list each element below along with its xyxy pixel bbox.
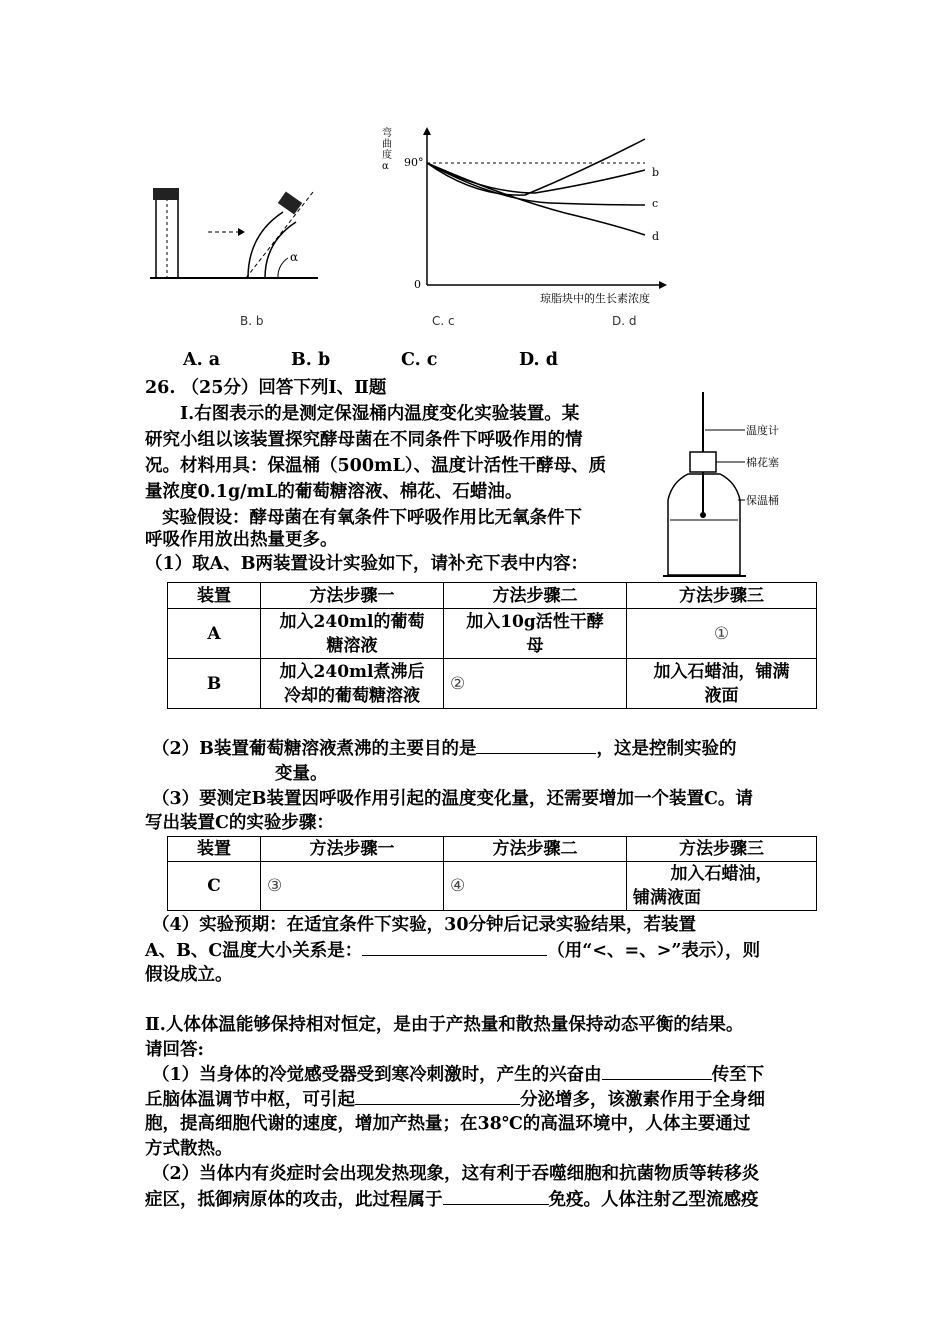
answer-blank-3[interactable]: ③ bbox=[261, 862, 444, 911]
device-cell: C bbox=[168, 862, 261, 911]
graph-xlabel: 琼脂块中的生长素浓度 bbox=[540, 292, 650, 305]
part1-line-1: Ⅰ.右图表示的是测定保湿桶内温度变化实验装置。某 bbox=[180, 404, 580, 424]
graph-caption-d: D. d bbox=[612, 314, 637, 328]
hypothesis-line-2: 呼吸作用放出热量更多。 bbox=[145, 530, 338, 550]
table2-header: 方法步骤一 bbox=[261, 837, 444, 862]
label-thermometer: 温度计 bbox=[746, 424, 779, 437]
q3-line-2: 写出装置C的实验步骤： bbox=[145, 813, 334, 833]
table1-header: 方法步骤一 bbox=[261, 583, 444, 609]
p2q1-line-2: 丘脑体温调节中枢，可引起 分泌增多，该激素作用于全身细 bbox=[145, 1086, 765, 1113]
curve-a bbox=[427, 139, 645, 195]
part1-line-4: 量浓度0.1g/mL的葡萄糖溶液、棉花、石蜡油。 bbox=[145, 482, 523, 502]
curve-c bbox=[427, 163, 645, 205]
graph-ylabel: 弯曲度α bbox=[382, 128, 392, 172]
table1-header: 方法步骤二 bbox=[444, 583, 627, 609]
step-cell: 加入石蜡油，铺满 液面 bbox=[627, 659, 817, 709]
q26-title: 26. （25分）回答下列Ⅰ、Ⅱ题 bbox=[145, 378, 387, 398]
table-row bbox=[168, 609, 817, 659]
step-cell: 加入石蜡油， 铺满液面 bbox=[627, 862, 817, 911]
q3-line-1: （3）要测定B装置因呼吸作用引起的温度变化量，还需要增加一个装置C。请 bbox=[152, 789, 753, 809]
answer-blank-4[interactable]: ④ bbox=[444, 862, 627, 911]
thermos-apparatus-figure bbox=[660, 390, 825, 585]
curve-label-b: b bbox=[652, 166, 660, 179]
answer-blank-2[interactable]: ② bbox=[444, 659, 627, 709]
p2q2-line-2: 症区，抵御病原体的攻击，此过程属于 免疫。人体注射乙型流感疫 bbox=[145, 1186, 759, 1213]
curve-label-d: d bbox=[652, 230, 660, 243]
part1-line-2: 研究小组以该装置探究酵母菌在不同条件下呼吸作用的情 bbox=[145, 430, 583, 450]
p2q1-line-3: 胞，提高细胞代谢的速度，增加产热量；在38℃的高温环境中，人体主要通过 bbox=[145, 1114, 751, 1134]
p2q1-blank-1[interactable] bbox=[602, 1061, 712, 1080]
table2-header: 方法步骤二 bbox=[444, 837, 627, 862]
q4-line-3: 假设成立。 bbox=[145, 965, 233, 985]
label-cotton-plug: 棉花塞 bbox=[746, 456, 779, 469]
q2-blank[interactable] bbox=[476, 735, 596, 754]
device-cell: A bbox=[168, 609, 261, 659]
plant-bending-figure bbox=[148, 180, 323, 285]
hypothesis-line-1: 实验假设：酵母菌在有氧条件下呼吸作用比无氧条件下 bbox=[162, 508, 582, 528]
part1-line-3: 况。材料用具：保温桶（500mL）、温度计活性干酵母、质 bbox=[145, 456, 607, 476]
table2-header: 装置 bbox=[168, 837, 261, 862]
step-cell: 加入240ml的葡萄 糖溶液 bbox=[261, 609, 444, 659]
device-cell: B bbox=[168, 659, 261, 709]
angle-label: α bbox=[290, 250, 299, 264]
option-a: A. a bbox=[183, 350, 221, 370]
table1-header: 装置 bbox=[168, 583, 261, 609]
curve-d bbox=[427, 163, 645, 235]
option-d: D. d bbox=[519, 350, 558, 370]
left-figure-caption: B. b bbox=[240, 314, 264, 328]
label-thermos: 保温桶 bbox=[746, 494, 779, 507]
curve-b bbox=[427, 163, 645, 193]
experiment-table-ab bbox=[167, 582, 817, 709]
step-cell: 加入10g活性干酵 母 bbox=[444, 609, 627, 659]
option-b: B. b bbox=[291, 350, 331, 370]
table2-header: 方法步骤三 bbox=[627, 837, 817, 862]
q2-line: （2）B装置葡萄糖溶液煮沸的主要目的是 ，这是控制实验的 bbox=[152, 735, 736, 762]
table1-header: 方法步骤三 bbox=[627, 583, 817, 609]
q1-prompt: （1）取A、B两装置设计实验如下，请补充下表中内容： bbox=[145, 554, 589, 574]
q4-line-1: （4）实验预期：在适宜条件下实验，30分钟后记录实验结果，若装置 bbox=[152, 915, 697, 935]
part2-line-1: Ⅱ.人体体温能够保持相对恒定，是由于产热量和散热量保持动态平衡的结果。 bbox=[145, 1015, 744, 1035]
experiment-table-c bbox=[167, 836, 817, 911]
option-c: C. c bbox=[401, 350, 438, 370]
table-row bbox=[168, 659, 817, 709]
q4-line-2: A、B、C温度大小关系是： （用“<、=、>”表示），则 bbox=[145, 937, 760, 964]
graph-y90: 90° bbox=[404, 156, 424, 169]
q2-line-2: 变量。 bbox=[275, 764, 328, 784]
q4-blank[interactable] bbox=[362, 937, 547, 956]
curve-label-c: c bbox=[652, 197, 659, 210]
graph-origin: 0 bbox=[414, 278, 421, 291]
p2q2-line-1: （2）当体内有炎症时会出现发热现象，这有利于吞噬细胞和抗菌物质等转移炎 bbox=[152, 1164, 760, 1184]
graph-caption-c: C. c bbox=[432, 314, 455, 328]
p2q1-line-1: （1）当身体的冷觉感受器受到寒冷刺激时，产生的兴奋由 传至下 bbox=[152, 1061, 764, 1088]
answer-blank-1[interactable]: ① bbox=[627, 609, 817, 659]
p2q2-blank[interactable] bbox=[443, 1186, 549, 1205]
step-cell: 加入240ml煮沸后 冷却的葡萄糖溶液 bbox=[261, 659, 444, 709]
p2q1-line-4: 方式散热。 bbox=[145, 1139, 233, 1159]
part2-line-2: 请回答: bbox=[145, 1040, 204, 1060]
table-row bbox=[168, 862, 817, 911]
p2q1-blank-2[interactable] bbox=[355, 1086, 520, 1105]
